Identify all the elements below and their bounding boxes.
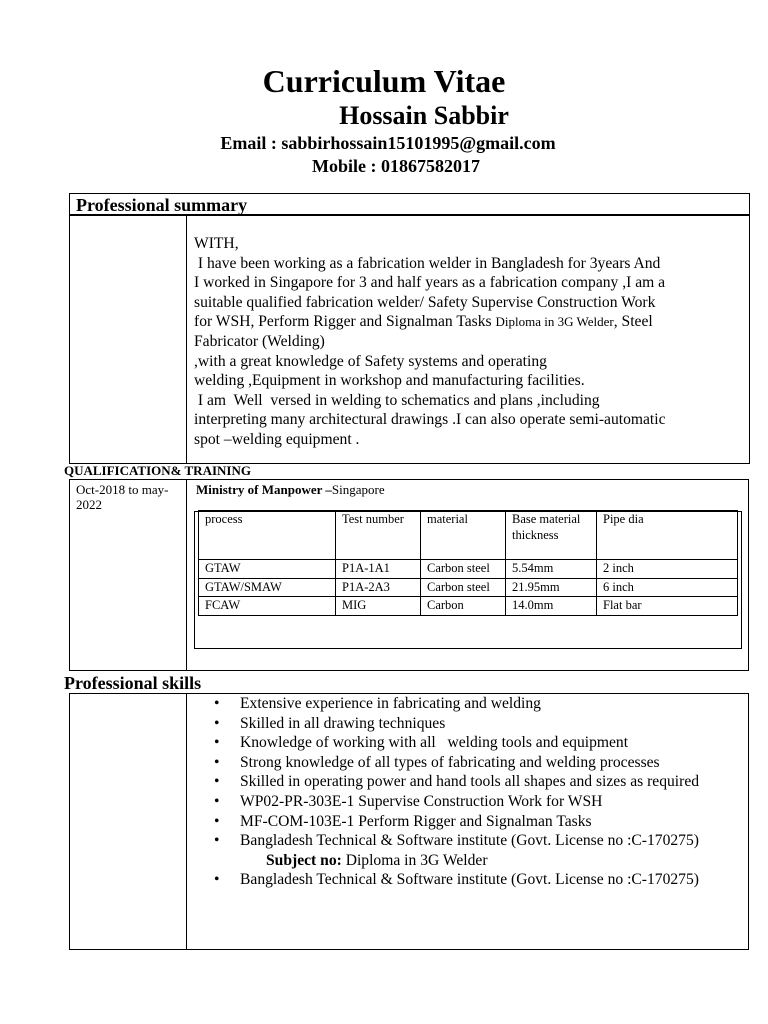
skill-text: Strong knowledge of all types of fabricating and welding processes <box>240 753 660 771</box>
table-cell: 21.95mm <box>506 578 597 597</box>
bullet-icon: • <box>214 734 220 752</box>
skill-text: Skilled in operating power and hand tools all shapes and sizes as required <box>240 773 700 791</box>
subject-label: Subject no: <box>266 851 342 869</box>
table-header-cell: Pipe dia <box>597 511 738 560</box>
list-item <box>206 694 746 714</box>
bullet-icon: • <box>214 812 220 830</box>
summary-line: interpreting many architectural drawings .I can also operate semi-automatic <box>194 411 666 429</box>
skills-heading: Professional skills <box>64 673 202 693</box>
list-item <box>206 733 746 753</box>
table-cell: GTAW/SMAW <box>199 578 336 597</box>
skills-box <box>69 693 749 950</box>
table-cell: Carbon steel <box>421 560 506 579</box>
table-cell: Carbon <box>421 597 506 616</box>
table-header-cell: material <box>421 511 506 560</box>
org-name: Ministry of Manpower – <box>196 482 332 497</box>
skill-text: Skilled in all drawing techniques <box>240 714 446 732</box>
list-item <box>206 792 746 812</box>
table-cell: 5.54mm <box>506 560 597 579</box>
table-header-row <box>199 511 738 560</box>
table-row <box>199 560 738 579</box>
skills-list <box>206 694 746 890</box>
subject-value: Diploma in 3G Welder <box>341 851 488 869</box>
skills-divider <box>186 694 187 949</box>
list-item <box>206 812 746 832</box>
qualification-divider <box>186 480 187 670</box>
summary-line: I have been working as a fabrication welder in Bangladesh for 3years And <box>194 254 661 272</box>
table-cell: 2 inch <box>597 560 738 579</box>
summary-line <box>194 312 746 332</box>
bullet-icon: • <box>214 753 220 771</box>
bullet-icon: • <box>214 792 220 810</box>
bullet-icon: • <box>214 773 220 791</box>
table-row <box>199 597 738 616</box>
skill-text: MF-COM-103E-1 Perform Rigger and Signalman Tasks <box>240 812 592 830</box>
table-cell: Carbon steel <box>421 578 506 597</box>
list-item <box>206 831 746 851</box>
qualification-org <box>196 482 385 497</box>
candidate-name: Hossain Sabbir <box>339 101 509 130</box>
summary-divider <box>186 216 187 463</box>
qualification-heading: QUALIFICATION& TRAINING <box>64 463 251 478</box>
bullet-icon: • <box>214 871 220 889</box>
summary-diploma: Diploma in 3G Welder <box>495 314 614 330</box>
qualification-date: Oct-2018 to may-2022 <box>76 482 169 512</box>
bullet-icon: • <box>214 832 220 850</box>
table-cell: FCAW <box>199 597 336 616</box>
table-cell: Flat bar <box>597 597 738 616</box>
summary-heading: Professional summary <box>69 193 750 215</box>
document-title: Curriculum Vitae <box>262 63 506 99</box>
table-header-cell: process <box>199 511 336 560</box>
table-cell: 14.0mm <box>506 597 597 616</box>
table-cell: GTAW <box>199 560 336 579</box>
table-header-cell: Test number <box>336 511 421 560</box>
skill-text: Knowledge of working with all welding tools and equipment <box>240 734 629 752</box>
summary-line: I am Well versed in welding to schematics and plans ,including <box>194 391 600 409</box>
skill-text: WP02-PR-303E-1 Supervise Construction Work for WSH <box>240 792 603 810</box>
subject-line <box>206 851 746 871</box>
table-cell: P1A-1A1 <box>336 560 421 579</box>
skill-text: Bangladesh Technical & Software institute (Govt. License no :C-170275) <box>240 832 699 850</box>
summary-line: I worked in Singapore for 3 and half years as a fabrication company ,I am a <box>194 274 666 292</box>
list-item <box>206 714 746 734</box>
summary-line-text: for WSH, Perform Rigger and Signalman Tasks <box>194 313 496 331</box>
list-item <box>206 772 746 792</box>
skill-text: Extensive experience in fabricating and welding <box>240 695 541 712</box>
summary-line: spot –welding equipment . <box>194 430 360 448</box>
qualification-box <box>69 479 749 671</box>
table-cell: MIG <box>336 597 421 616</box>
summary-line-tail: , Steel <box>613 313 653 331</box>
summary-box <box>69 215 750 464</box>
list-item <box>206 870 746 890</box>
mobile-line: Mobile : 01867582017 <box>312 156 480 176</box>
summary-line: suitable qualified fabrication welder/ Safety Supervise Construction Work <box>194 293 656 311</box>
email-line: Email : sabbirhossain15101995@gmail.com <box>220 133 556 153</box>
bullet-icon: • <box>214 695 220 712</box>
bullet-icon: • <box>214 714 220 732</box>
table-header-cell: Base material thickness <box>506 511 597 560</box>
summary-greeting: WITH, <box>194 235 239 252</box>
table-row <box>199 578 738 597</box>
table-cell: 6 inch <box>597 578 738 597</box>
summary-text <box>194 234 746 450</box>
skill-text: Bangladesh Technical & Software institute (Govt. License no :C-170275) <box>240 871 699 889</box>
summary-line: ,with a great knowledge of Safety systems and operating <box>194 352 547 370</box>
qualification-table <box>198 510 738 616</box>
summary-line: Fabricator (Welding) <box>194 332 325 350</box>
summary-line: welding ,Equipment in workshop and manufacturing facilities. <box>194 372 585 390</box>
table-cell: P1A-2A3 <box>336 578 421 597</box>
list-item <box>206 753 746 773</box>
org-place: Singapore <box>331 482 385 497</box>
